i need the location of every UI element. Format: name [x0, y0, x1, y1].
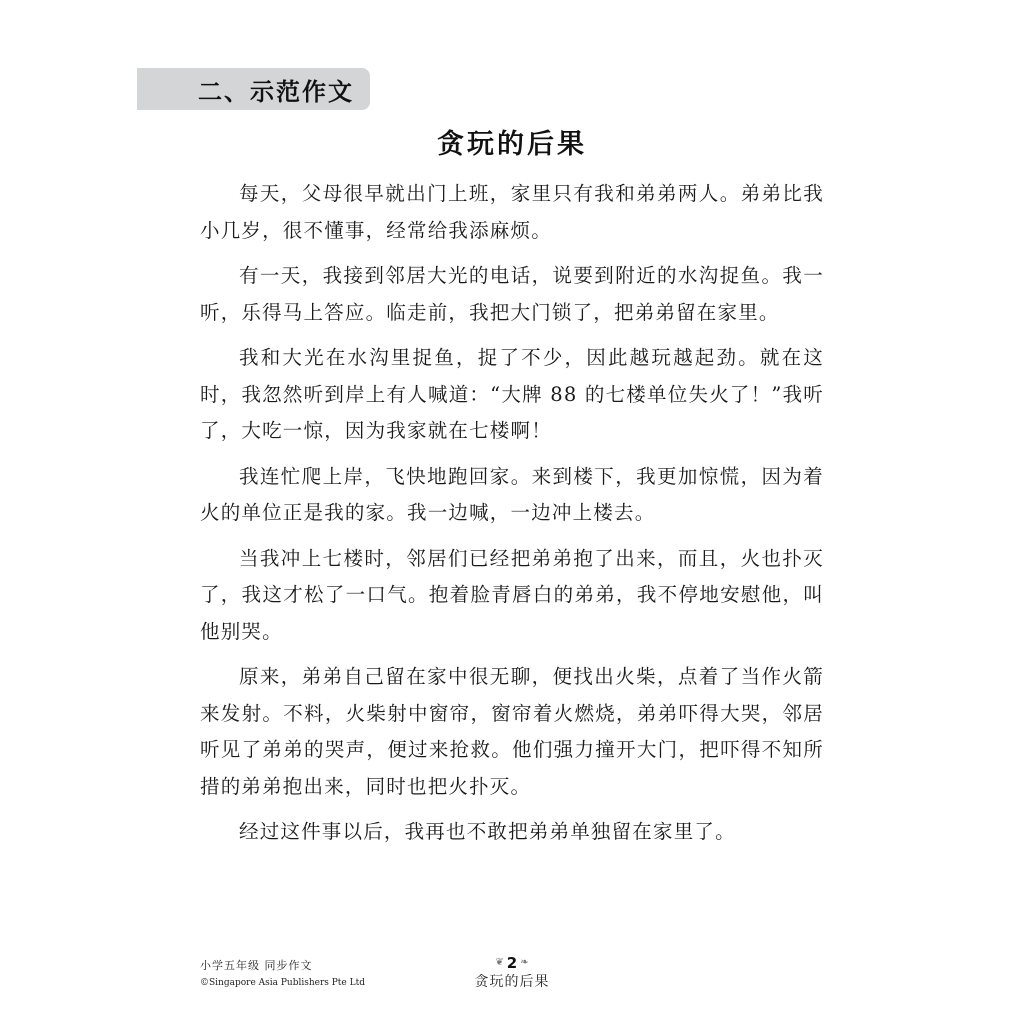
section-header-label: 二、示范作文	[198, 77, 354, 106]
footer-left	[200, 958, 365, 990]
page-number: 2	[506, 954, 518, 972]
essay-paragraph-2: 有一天，我接到邻居大光的电话，说要到附近的水沟捉鱼。我一听，乐得马上答应。临走前，我把大门锁了，把弟弟留在家里。	[200, 264, 824, 324]
essay-paragraph-5: 当我冲上七楼时，邻居们已经把弟弟抱了出来，而且，火也扑灭了，我这才松了一口气。抱着脸青唇白的弟弟，我不停地安慰他，叫他别哭。	[200, 546, 824, 643]
section-header-bar	[137, 68, 370, 110]
leaf-left-icon: ❦	[495, 957, 504, 968]
essay-paragraph-1: 每天，父母很早就出门上班，家里只有我和弟弟两人。弟弟比我小几岁，很不懂事，经常给我添麻烦。	[200, 182, 824, 242]
essay-paragraph-4: 我连忙爬上岸，飞快地跑回家。来到楼下，我更加惊慌，因为着火的单位正是我的家。我一边喊，一边冲上楼去。	[200, 464, 824, 524]
footer-essay-title: 贪玩的后果	[474, 974, 550, 990]
leaf-right-icon: ❧	[520, 957, 529, 968]
footer-book-title: 小学五年级 同步作文	[200, 959, 313, 972]
page-number-row	[462, 954, 562, 972]
essay-body	[200, 176, 824, 860]
footer-copyright: ©Singapore Asia Publishers Pte Ltd	[200, 978, 365, 988]
essay-paragraph-3: 我和大光在水沟里捉鱼，捉了不少，因此越玩越起劲。就在这时，我忽然听到岸上有人喊道：“大牌 88 的七楼单位失火了！”我听了，大吃一惊，因为我家就在七楼啊！	[200, 346, 824, 442]
essay-title: 贪玩的后果	[437, 129, 587, 160]
essay-paragraph-6: 原来，弟弟自己留在家中很无聊，便找出火柴，点着了当作火箭来发射。不料，火柴射中窗帘，窗帘着火燃烧，弟弟吓得大哭，邻居听见了弟弟的哭声，便过来抢救。他们强力撞开大门，把吓得不知所措的弟弟抱出来，同时也把火扑灭。	[200, 665, 824, 798]
essay-paragraph-7: 经过这件事以后，我再也不敢把弟弟单独留在家里了。	[239, 820, 736, 843]
footer-center	[462, 954, 562, 992]
